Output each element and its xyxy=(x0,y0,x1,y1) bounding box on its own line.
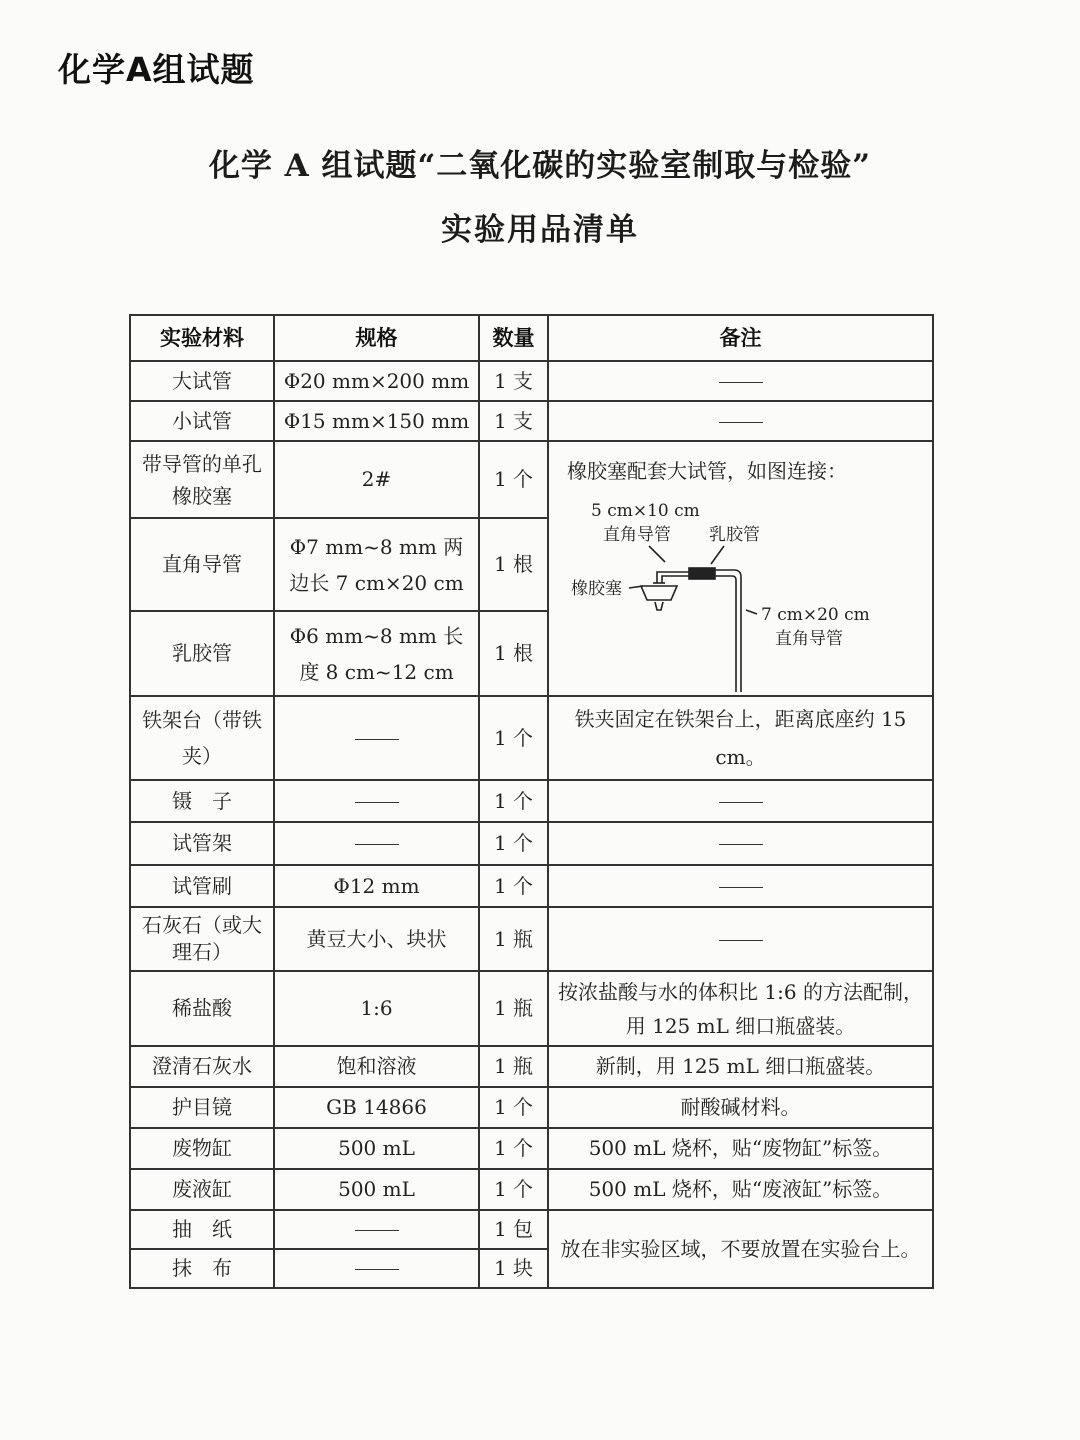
material-spec: 黄豆大小、块状 xyxy=(274,907,479,971)
dash-mark xyxy=(719,802,763,803)
table-row xyxy=(130,822,933,865)
material-qty: 1 个 xyxy=(479,1169,548,1210)
leader-short-tube xyxy=(649,546,665,562)
material-spec xyxy=(274,696,479,780)
diagram-label-short-tube: 直角导管 xyxy=(603,525,671,545)
material-name: 护目镜 xyxy=(130,1087,274,1128)
material-qty: 1 个 xyxy=(479,865,548,907)
table-row xyxy=(130,865,933,907)
material-name: 小试管 xyxy=(130,401,274,441)
material-qty: 1 个 xyxy=(479,696,548,780)
table-row xyxy=(130,1128,933,1169)
dash-mark xyxy=(355,844,399,845)
long-tube-outer xyxy=(715,570,741,692)
material-spec: 500 mL xyxy=(274,1169,479,1210)
material-spec xyxy=(274,822,479,865)
latex-tube xyxy=(689,568,715,579)
material-spec: 2# xyxy=(274,441,479,518)
material-name: 镊 子 xyxy=(130,780,274,822)
material-qty: 1 个 xyxy=(479,441,548,518)
table-row xyxy=(130,361,933,401)
header-qty: 数量 xyxy=(479,315,548,361)
table-row xyxy=(130,907,933,971)
material-spec: 饱和溶液 xyxy=(274,1046,479,1087)
table-row xyxy=(130,1046,933,1087)
material-spec: 1:6 xyxy=(274,971,479,1046)
materials-table xyxy=(129,314,934,1289)
material-note: 500 mL 烧杯，贴“废物缸”标签。 xyxy=(548,1128,933,1169)
leader-long xyxy=(746,610,757,614)
material-spec: Φ7 mm~8 mm 两边长 7 cm×20 cm xyxy=(274,518,479,611)
material-qty: 1 个 xyxy=(479,780,548,822)
material-name: 抽 纸 xyxy=(130,1210,274,1249)
material-name: 乳胶管 xyxy=(130,611,274,696)
material-note xyxy=(548,361,933,401)
diagram-label-short-size: 5 cm×10 cm xyxy=(591,501,700,521)
material-name: 废液缸 xyxy=(130,1169,274,1210)
material-name: 抹 布 xyxy=(130,1249,274,1288)
table-row xyxy=(130,1210,933,1249)
dash-mark xyxy=(355,1269,399,1270)
material-qty: 1 个 xyxy=(479,1128,548,1169)
material-qty: 1 个 xyxy=(479,1087,548,1128)
material-note: 500 mL 烧杯，贴“废液缸”标签。 xyxy=(548,1169,933,1210)
dash-mark xyxy=(719,940,763,941)
material-note: 按浓盐酸与水的体积比 1:6 的方法配制，用 125 mL 细口瓶盛装。 xyxy=(548,971,933,1046)
table-row xyxy=(130,441,933,518)
material-name: 试管架 xyxy=(130,822,274,865)
dash-mark xyxy=(355,739,399,740)
material-name: 大试管 xyxy=(130,361,274,401)
material-spec xyxy=(274,1210,479,1249)
material-spec: Φ6 mm~8 mm 长度 8 cm~12 cm xyxy=(274,611,479,696)
material-name: 废物缸 xyxy=(130,1128,274,1169)
material-name: 试管刷 xyxy=(130,865,274,907)
table-row xyxy=(130,1087,933,1128)
diagram-label-long-tube: 直角导管 xyxy=(775,629,843,649)
page-header: 化学A组试题 xyxy=(58,50,255,89)
document-subtitle: 实验用品清单 xyxy=(441,212,639,248)
dash-mark xyxy=(719,887,763,888)
diagram-label-latex-tube: 乳胶管 xyxy=(709,525,760,545)
material-spec: GB 14866 xyxy=(274,1087,479,1128)
material-spec: Φ12 mm xyxy=(274,865,479,907)
leader-latex xyxy=(711,546,724,564)
document-title: 化学 A 组试题“二氧化碳的实验室制取与检验” xyxy=(208,148,872,184)
material-name: 铁架台（带铁夹） xyxy=(130,696,274,780)
material-name: 直角导管 xyxy=(130,518,274,611)
short-tube-right xyxy=(662,576,689,583)
material-qty: 1 块 xyxy=(479,1249,548,1288)
table-row xyxy=(130,696,933,780)
dash-mark xyxy=(719,382,763,383)
material-qty: 1 个 xyxy=(479,822,548,865)
material-qty: 1 根 xyxy=(479,611,548,696)
material-name: 澄清石灰水 xyxy=(130,1046,274,1087)
dash-mark xyxy=(719,844,763,845)
material-note xyxy=(548,907,933,971)
material-note xyxy=(548,865,933,907)
material-qty: 1 根 xyxy=(479,518,548,611)
long-tube-inner xyxy=(715,576,736,692)
connection-note-cell xyxy=(548,441,933,696)
material-spec: Φ15 mm×150 mm xyxy=(274,401,479,441)
header-spec: 规格 xyxy=(274,315,479,361)
dash-mark xyxy=(355,1230,399,1231)
material-qty: 1 瓶 xyxy=(479,907,548,971)
material-name: 稀盐酸 xyxy=(130,971,274,1046)
tube-connection-diagram xyxy=(549,482,934,692)
material-name: 带导管的单孔橡胶塞 xyxy=(130,441,274,518)
material-note: 新制，用 125 mL 细口瓶盛装。 xyxy=(548,1046,933,1087)
material-spec xyxy=(274,780,479,822)
material-qty: 1 支 xyxy=(479,361,548,401)
material-note: 放在非实验区域，不要放置在实验台上。 xyxy=(548,1210,933,1288)
material-note xyxy=(548,780,933,822)
stopper-body xyxy=(641,586,677,600)
dash-mark xyxy=(355,802,399,803)
material-spec xyxy=(274,1249,479,1288)
material-spec: 500 mL xyxy=(274,1128,479,1169)
diagram-label-long-size: 7 cm×20 cm xyxy=(761,605,870,625)
material-note: 耐酸碱材料。 xyxy=(548,1087,933,1128)
material-spec: Φ20 mm×200 mm xyxy=(274,361,479,401)
table-row xyxy=(130,1169,933,1210)
table-header-row xyxy=(130,315,933,361)
material-note xyxy=(548,401,933,441)
table-row xyxy=(130,401,933,441)
material-note xyxy=(548,822,933,865)
diagram-label-stopper: 橡胶塞 xyxy=(571,579,622,599)
material-qty: 1 瓶 xyxy=(479,1046,548,1087)
stopper-tip xyxy=(655,602,663,610)
apparatus-drawing xyxy=(629,546,757,692)
material-name: 石灰石（或大理石） xyxy=(130,907,274,971)
material-note: 橡胶塞配套大试管，如图连接： xyxy=(567,459,847,483)
material-qty: 1 包 xyxy=(479,1210,548,1249)
material-note: 铁夹固定在铁架台上，距离底座约 15 cm。 xyxy=(548,696,933,780)
header-note: 备注 xyxy=(548,315,933,361)
material-qty: 1 瓶 xyxy=(479,971,548,1046)
table-row xyxy=(130,780,933,822)
dash-mark xyxy=(719,422,763,423)
header-material: 实验材料 xyxy=(130,315,274,361)
material-qty: 1 支 xyxy=(479,401,548,441)
table-row xyxy=(130,971,933,1046)
